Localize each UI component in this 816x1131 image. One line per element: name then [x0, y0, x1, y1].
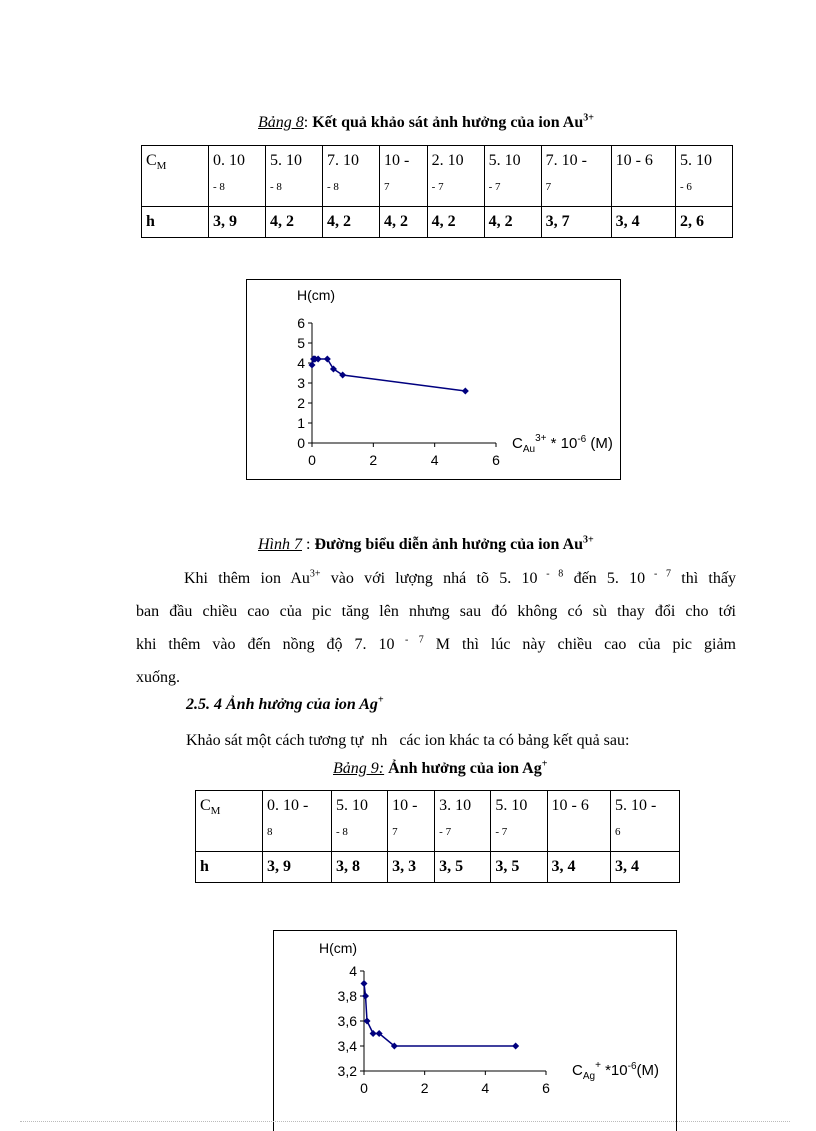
table8-h-6: 3, 7 [541, 207, 611, 238]
table9-row-header-c: $C_M$ [196, 791, 263, 852]
x-tick-label: 4 [481, 1080, 490, 1096]
table8-h-0: 3, 9 [209, 207, 266, 238]
data-point [361, 980, 368, 987]
figure7-caption-label: Hình 7 [258, 536, 302, 553]
y-axis-label: H(cm) [319, 940, 358, 956]
table8-h-1: 4, 2 [265, 207, 322, 238]
data-point [512, 1043, 519, 1050]
table9-col-5: 10 - 6 [547, 791, 610, 852]
y-tick-label: 3,2 [337, 1063, 357, 1079]
paragraph-line-1: Khi thêm ion $Au^{3+}$ vào với lượng nhá tõ 5. 10 $^{- 8}$ đến 5. 10 $^{- 7}$ thì thấy [184, 568, 736, 587]
table8-col-2: 7. 10 - 8 [322, 146, 379, 207]
y-axis-label: H(cm) [297, 287, 336, 303]
y-tick-label: 3,4 [337, 1038, 357, 1054]
y-tick-label: 3,6 [337, 1013, 357, 1029]
paragraph-line-2: ban đầu chiều cao của pic tăng lên nhưng sau đó không có sù thay đổi cho tới [136, 603, 736, 620]
y-tick-label: 6 [297, 315, 305, 331]
chart-ag [273, 930, 677, 1131]
table9-h-0: 3, 9 [263, 852, 332, 883]
table9-col-2: 10 - 7 [388, 791, 435, 852]
table9-caption-label: Bảng 9: [333, 760, 385, 777]
paragraph-line-3: khi thêm vào đến nồng độ 7. 10 $^{- 7}$ M thì lúc này chiều cao của pic giảm [136, 634, 737, 653]
table9-col-0: 0. 10 - 8 [263, 791, 332, 852]
x-tick-label: 0 [360, 1080, 368, 1096]
table8-col-0: 0. 10 - 8 [209, 146, 266, 207]
table9-col-4: 5. 10 - 7 [491, 791, 547, 852]
table8-h-5: 4, 2 [484, 207, 541, 238]
y-tick-label: 5 [297, 335, 305, 351]
x-tick-label: 6 [492, 452, 500, 468]
x-axis-label: $C_{Ag}^+$ $*10^{-6}(M)$ [572, 1060, 660, 1082]
table9-col-1: 5. 10 - 8 [331, 791, 387, 852]
chart-au-svg [247, 280, 620, 479]
data-point [370, 1030, 377, 1037]
data-point [324, 356, 331, 363]
table8-col-8: 5. 10 - 6 [675, 146, 732, 207]
series-line [312, 359, 465, 391]
table8-col-4: 2. 10 - 7 [427, 146, 484, 207]
table8-col-6: 7. 10 - 7 [541, 146, 611, 207]
section-intro: Khảo sát một cách tương tự nh các ion khác ta có bảng kết quả sau: [186, 732, 630, 749]
y-tick-label: 4 [349, 963, 357, 979]
data-point [462, 388, 469, 395]
y-tick-label: 0 [297, 435, 305, 451]
table9-h-2: 3, 3 [388, 852, 435, 883]
table8 [141, 145, 733, 238]
table8-h-4: 4, 2 [427, 207, 484, 238]
series-line [364, 984, 516, 1047]
paragraph-line-4: xuống. [136, 669, 180, 686]
y-tick-label: 3,8 [337, 988, 357, 1004]
x-tick-label: 4 [430, 452, 439, 468]
data-point [364, 1018, 371, 1025]
section-heading-ag: 2.5. 4 Ảnh hưởng của ion Ag+ [186, 694, 384, 713]
table8-col-7: 10 - 6 [611, 146, 675, 207]
table8-col-1: 5. 10 - 8 [265, 146, 322, 207]
table9-h-5: 3, 4 [547, 852, 610, 883]
table9 [195, 790, 680, 883]
table9-h-6: 3, 4 [610, 852, 679, 883]
table8-h-7: 3, 4 [611, 207, 675, 238]
table9-h-1: 3, 8 [331, 852, 387, 883]
table8-row-header-c: $C_M$ [142, 146, 209, 207]
paragraph-au-effect [136, 562, 736, 694]
x-tick-label: 2 [420, 1080, 429, 1096]
table9-row-header-h: h [196, 852, 263, 883]
table8-caption-label: Bảng 8 [258, 114, 304, 131]
table8-col-5: 5. 10 - 7 [484, 146, 541, 207]
figure7-caption: Hình 7 : Đường biểu diễn ảnh hưởng của ion $Au^{3+}$ [258, 534, 594, 553]
chart-au [246, 279, 621, 480]
table8-h-2: 4, 2 [322, 207, 379, 238]
x-tick-label: 2 [369, 452, 378, 468]
table8-row-header-h: h [142, 207, 209, 238]
table8-col-3: 10 - 7 [379, 146, 427, 207]
y-tick-label: 2 [297, 395, 305, 411]
table8-caption: Bảng 8: Kết quả khảo sát ảnh hưởng của ion $Au^{3+}$ [258, 112, 594, 131]
y-tick-label: 4 [297, 355, 305, 371]
data-point [362, 993, 369, 1000]
x-axis-label: $C_{Au}^{3+} * 10^{-6}$ (M) [512, 433, 613, 455]
table8-h-3: 4, 2 [379, 207, 427, 238]
y-tick-label: 1 [297, 415, 305, 431]
table8-h-8: 2, 6 [675, 207, 732, 238]
table9-caption: Bảng 9: Ảnh hưởng của ion Ag+ [333, 758, 548, 777]
y-tick-label: 3 [297, 375, 305, 391]
chart-ag-svg [274, 931, 676, 1123]
table9-col-3: 3. 10 - 7 [435, 791, 491, 852]
table9-h-4: 3, 5 [491, 852, 547, 883]
x-tick-label: 6 [542, 1080, 550, 1096]
table9-col-6: 5. 10 - 6 [610, 791, 679, 852]
table9-h-3: 3, 5 [435, 852, 491, 883]
x-tick-label: 0 [308, 452, 316, 468]
page-bottom-rule [20, 1121, 790, 1122]
